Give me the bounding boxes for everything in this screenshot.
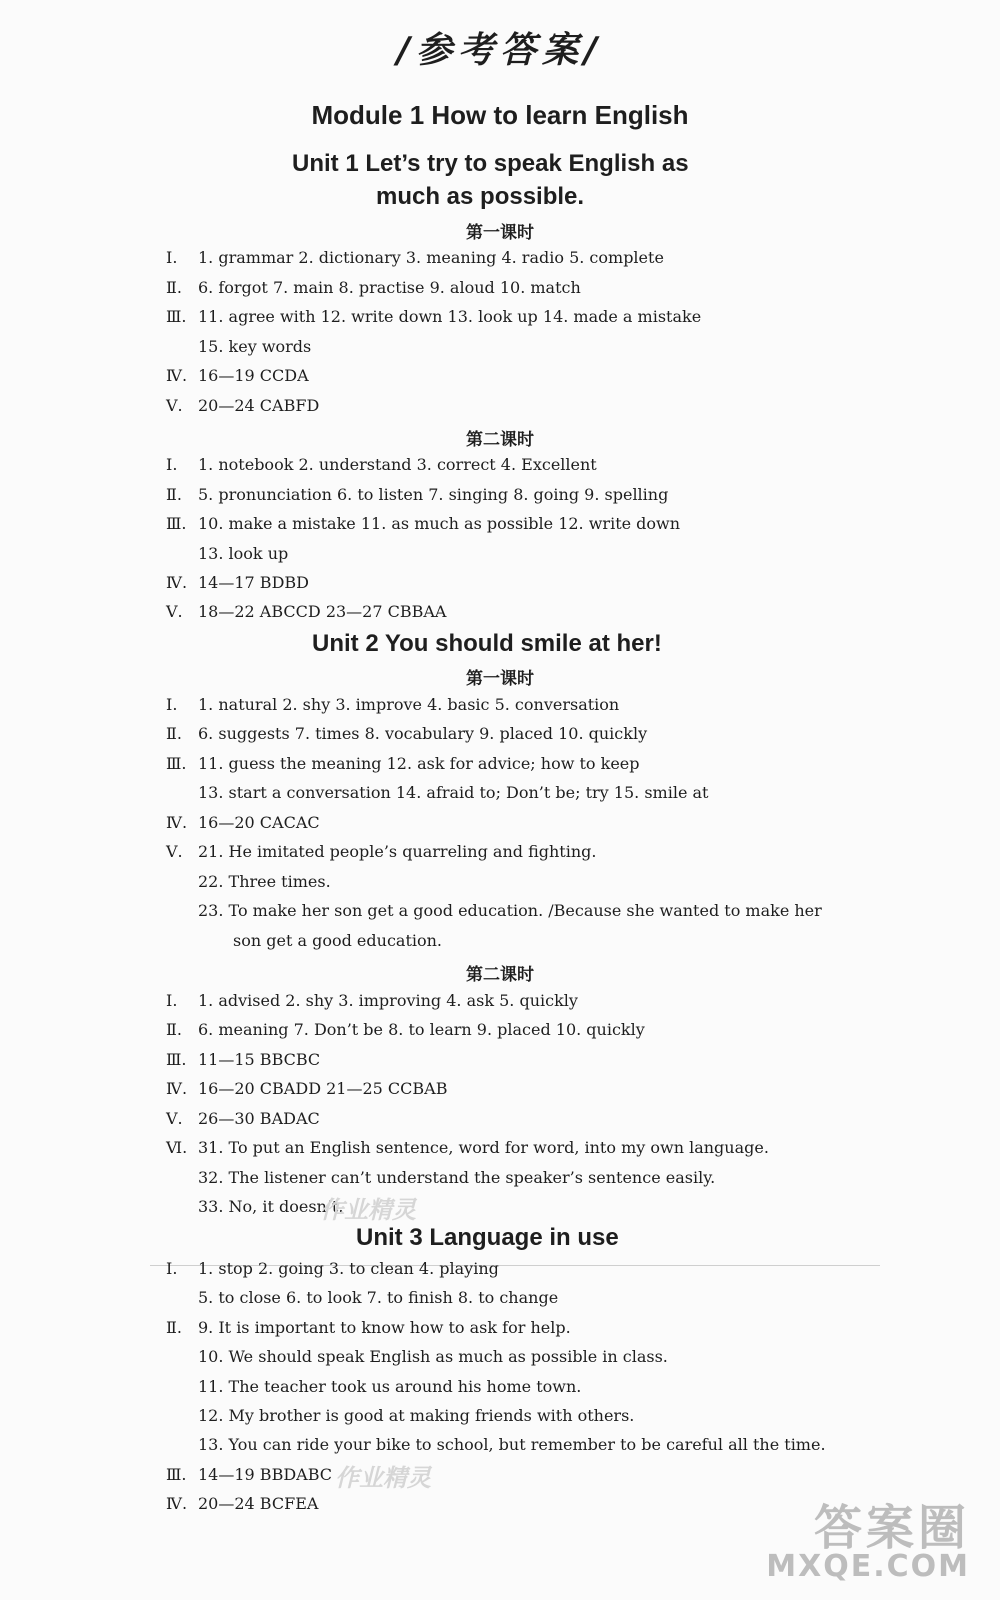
roman-numeral: Ⅲ.: [166, 1050, 187, 1069]
watermark-text: 作业精灵: [335, 1464, 431, 1492]
unit2-lesson2-heading: 第二课时: [466, 965, 534, 985]
answer-line: 32. The listener can’t understand the speaker’s sentence easily.: [198, 1168, 716, 1187]
answer-line: 10. make a mistake 11. as much as possible 12. write down: [198, 514, 681, 533]
answer-line: 22. Three times.: [198, 872, 331, 891]
answer-line: 26—30 BADAC: [198, 1109, 320, 1128]
roman-numeral: Ⅴ.: [166, 842, 183, 861]
site-watermark: [766, 1500, 970, 1584]
roman-numeral: Ⅳ.: [166, 813, 188, 832]
roman-numeral: Ⅵ.: [166, 1138, 188, 1157]
roman-numeral: Ⅰ.: [166, 695, 178, 714]
answer-line: 6. suggests 7. times 8. vocabulary 9. placed 10. quickly: [198, 724, 648, 743]
answer-line: 20—24 BCFEA: [198, 1494, 319, 1513]
answer-line: 14—17 BDBD: [198, 573, 309, 592]
answer-line: 11. agree with 12. write down 13. look up 14. made a mistake: [198, 307, 702, 326]
roman-numeral: Ⅲ.: [166, 754, 187, 773]
answer-key-banner: /参考答案/: [396, 30, 604, 71]
roman-numeral: Ⅴ.: [166, 396, 183, 415]
answer-line: 1. notebook 2. understand 3. correct 4. Excellent: [198, 455, 597, 474]
answer-line: 21. He imitated people’s quarreling and fighting.: [198, 842, 597, 861]
answer-line: 11. The teacher took us around his home town.: [198, 1377, 582, 1396]
answer-line: 1. stop 2. going 3. to clean 4. playing: [198, 1259, 499, 1278]
unit1-lesson2-heading: 第二课时: [466, 430, 534, 450]
roman-numeral: Ⅰ.: [166, 248, 178, 267]
module-title: Module 1 How to learn English: [311, 100, 689, 130]
answer-line: 1. advised 2. shy 3. improving 4. ask 5. quickly: [198, 991, 578, 1010]
answer-line: 11—15 BBCBC: [198, 1050, 321, 1069]
roman-numeral: Ⅱ.: [166, 485, 182, 504]
answer-line: 14—19 BBDABC: [198, 1465, 332, 1484]
answer-line: 5. to close 6. to look 7. to finish 8. to change: [198, 1288, 559, 1307]
answer-line: 6. forgot 7. main 8. practise 9. aloud 10. match: [198, 278, 581, 297]
answer-line: 11. guess the meaning 12. ask for advice; how to keep: [198, 754, 640, 773]
answer-line: 1. grammar 2. dictionary 3. meaning 4. radio 5. complete: [198, 248, 664, 267]
unit3-title: Unit 3 Language in use: [356, 1224, 619, 1251]
answer-line: 16—20 CACAC: [198, 813, 320, 832]
unit1-title-line2: much as possible.: [376, 183, 585, 210]
watermark-url: MXQE.COM: [766, 1549, 970, 1584]
watermark-text: 作业精灵: [320, 1196, 416, 1224]
unit1-title-line1: Unit 1 Let’s try to speak English as: [292, 150, 689, 177]
roman-numeral: Ⅳ.: [166, 1079, 188, 1098]
answer-line: 23. To make her son get a good education. /Because she wanted to make her: [198, 901, 822, 920]
roman-numeral: Ⅱ.: [166, 724, 182, 743]
answer-line: 10. We should speak English as much as possible in class.: [198, 1347, 668, 1366]
answer-line: 13. start a conversation 14. afraid to; Don’t be; try 15. smile at: [198, 783, 709, 802]
unit1-lesson1-heading: 第一课时: [466, 223, 534, 243]
roman-numeral: Ⅴ.: [166, 1109, 183, 1128]
answer-line: 33. No, it doesn’t.: [198, 1197, 344, 1216]
answer-line: 16—19 CCDA: [198, 366, 309, 385]
answer-line: 31. To put an English sentence, word for word, into my own language.: [198, 1138, 769, 1157]
roman-numeral: Ⅲ.: [166, 514, 187, 533]
watermark-logo-text: 答案圈: [813, 1500, 970, 1556]
roman-numeral: Ⅰ.: [166, 1259, 178, 1278]
roman-numeral: Ⅰ.: [166, 991, 178, 1010]
answer-line: 12. My brother is good at making friends with others.: [198, 1406, 635, 1425]
answer-line: 16—20 CBADD 21—25 CCBAB: [198, 1079, 448, 1098]
roman-numeral: Ⅲ.: [166, 1465, 187, 1484]
roman-numeral: Ⅳ.: [166, 573, 188, 592]
answer-line: 20—24 CABFD: [198, 396, 320, 415]
roman-numeral: Ⅳ.: [166, 1494, 188, 1513]
roman-numeral: Ⅴ.: [166, 602, 183, 621]
roman-numeral: Ⅰ.: [166, 455, 178, 474]
answer-line: 13. You can ride your bike to school, but remember to be careful all the time.: [198, 1435, 826, 1454]
answer-line: 13. look up: [198, 544, 289, 563]
unit2-title: Unit 2 You should smile at her!: [312, 630, 662, 657]
answer-line: 5. pronunciation 6. to listen 7. singing 8. going 9. spelling: [198, 485, 669, 504]
roman-numeral: Ⅳ.: [166, 366, 188, 385]
roman-numeral: Ⅱ.: [166, 278, 182, 297]
roman-numeral: Ⅲ.: [166, 307, 187, 326]
answer-line: 15. key words: [198, 337, 312, 356]
answer-line: 18—22 ABCCD 23—27 CBBAA: [198, 602, 447, 621]
answer-line: 6. meaning 7. Don’t be 8. to learn 9. placed 10. quickly: [198, 1020, 645, 1039]
roman-numeral: Ⅱ.: [166, 1318, 182, 1337]
answer-line: 9. It is important to know how to ask for help.: [198, 1318, 571, 1337]
answer-line: son get a good education.: [233, 931, 443, 950]
unit2-lesson1-heading: 第一课时: [466, 669, 534, 689]
answer-line: 1. natural 2. shy 3. improve 4. basic 5. conversation: [198, 695, 620, 714]
roman-numeral: Ⅱ.: [166, 1020, 182, 1039]
